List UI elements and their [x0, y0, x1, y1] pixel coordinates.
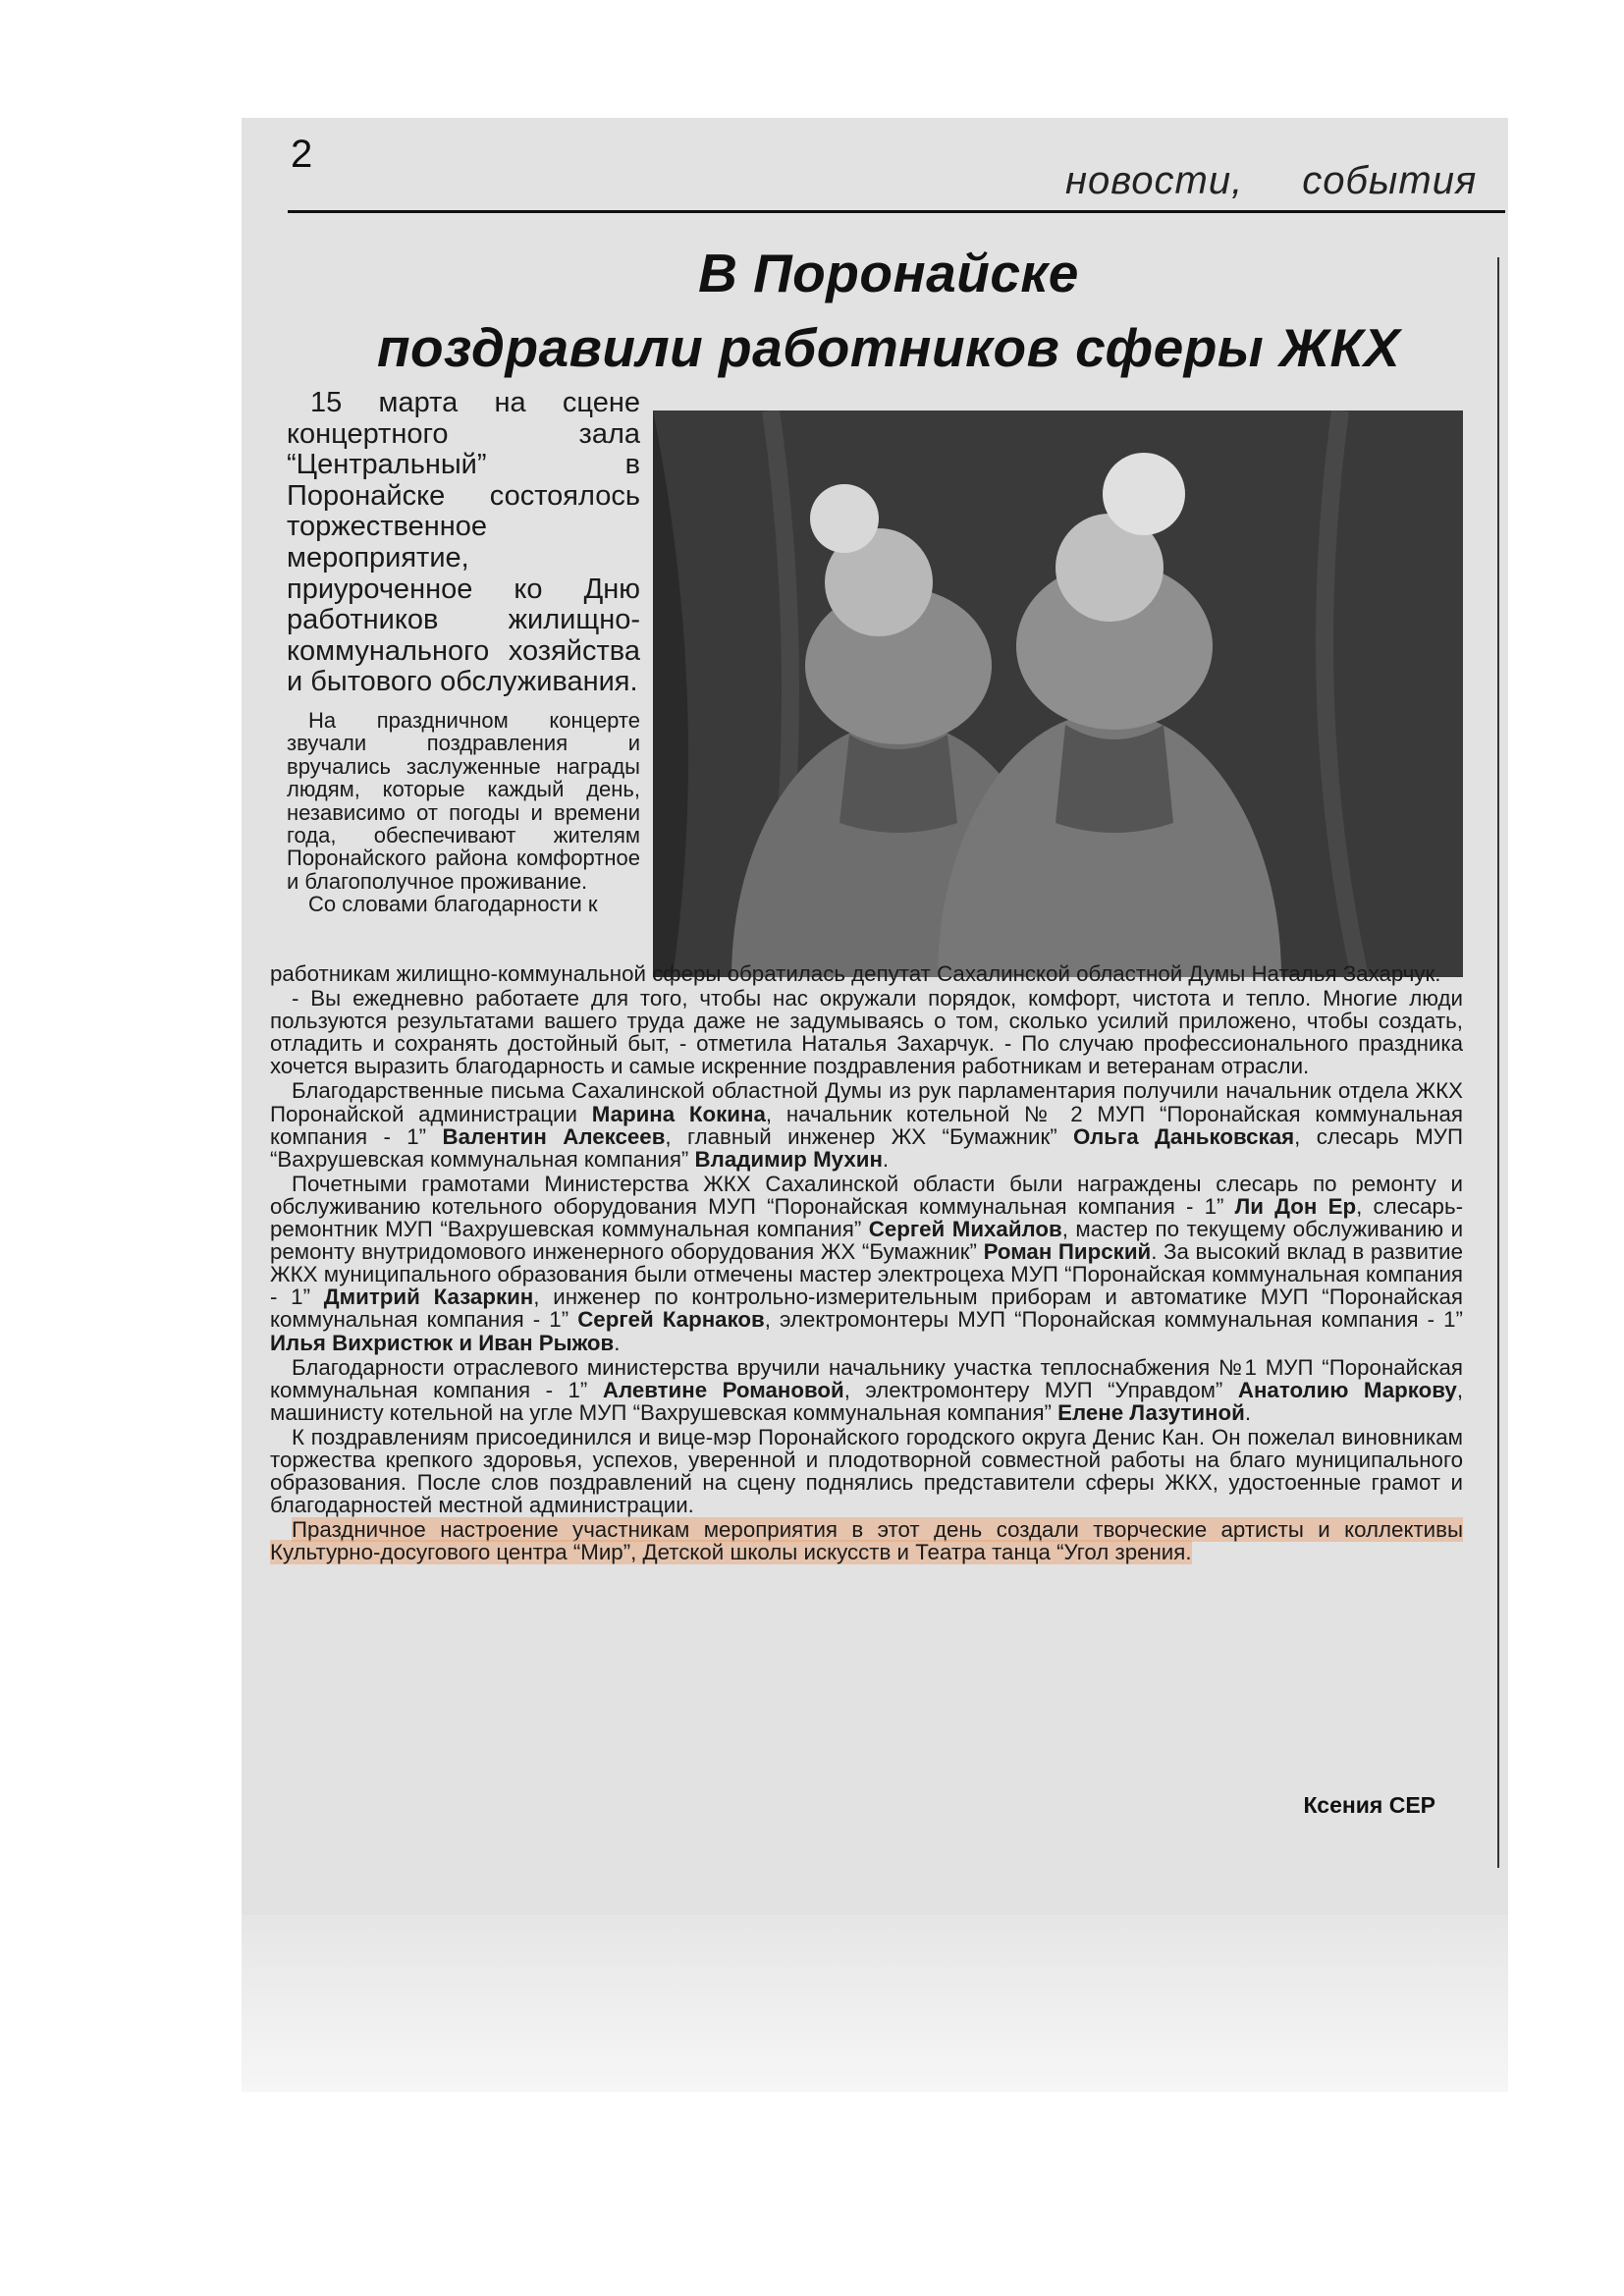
awardee-name: Елене Лазутиной — [1057, 1399, 1245, 1425]
article-lead — [287, 388, 640, 698]
awardee-name: Валентин Алексеев — [442, 1123, 666, 1149]
title-line-1: В Поронайске — [698, 243, 1079, 303]
paragraph-final — [270, 1518, 1463, 1563]
column-rule — [1497, 257, 1499, 1868]
page-shadow — [242, 1915, 1508, 2092]
awardee-name: Ольга Даньковская — [1073, 1123, 1295, 1149]
rubric-right: события — [1302, 159, 1478, 202]
paragraph-thanks-continued: работникам жилищно-коммунальной сферы обратилась депутат Сахалинской областной Думы Наталья Захарчук. — [270, 961, 1441, 986]
text: , начальник котельной № 2 МУП “Поронайская коммунальная компания - 1” — [270, 1101, 1463, 1149]
article-author: Ксения СЕР — [1303, 1792, 1435, 1818]
text: , главный инженер ЖХ “Бумажник” — [665, 1123, 1074, 1149]
article-title — [314, 236, 1463, 385]
paragraph-ministry — [270, 1173, 1463, 1354]
text: , мастер по текущему обслуживанию и ремонту внутридомового инженерного оборудования ЖХ “Бумажник” — [270, 1217, 1464, 1265]
column-paragraph-1: На праздничном концерте звучали поздравления и вручались заслуженные награды людям, которые каждый день, независимо от погоды и времени года, обеспечивают жителям Поронайского района комфортное и благополучное проживание. — [287, 708, 640, 894]
section-rubric — [1065, 159, 1477, 203]
awardee-name: Сергей Михайлов — [868, 1217, 1062, 1242]
text: Благодарности отраслевого министерства вручили начальнику участка теплоснабжения №1 МУП “Поронайская коммунальная компания - 1” — [270, 1354, 1463, 1402]
text: , электромонтеры МУП “Поронайская коммунальная компания - 1” — [764, 1307, 1463, 1333]
text: , машинисту котельной на угле МУП “Вахрушевская коммунальная компания” — [270, 1377, 1464, 1425]
article-body — [270, 962, 1463, 1565]
awardee-name: Алевтине Романовой — [602, 1377, 844, 1402]
text: . — [1244, 1399, 1252, 1425]
paragraph-gratitude — [270, 1356, 1463, 1424]
awardee-name: Владимир Мухин — [694, 1146, 883, 1172]
paragraph-quote: - Вы ежедневно работаете для того, чтобы нас окружали порядок, комфорт, чистота и тепло. Многие люди пользуются результатами вашего труда даже не задумываясь о том, сколько усилий приложено, чтобы создать, отладить и сохранять достойный быт, - отметила Наталья Захарчук. - По случаю профессионального праздника хочется выразить благодарность и самые искренние поздравления работникам и ветеранам отрасли. — [270, 986, 1463, 1079]
narrow-column — [287, 709, 640, 916]
lead-paragraph: 15 марта на сцене концертного зала “Центральный” в Поронайске состоялось торжественное мероприятие, приуроченное ко Дню работников жилищно-коммунального хозяйства и бытового обслуживания. — [287, 387, 640, 698]
text: , электромонтеру МУП “Управдом” — [843, 1377, 1238, 1402]
awardee-name: Илья Вихристюк и Иван Рыжов — [270, 1330, 615, 1355]
article-photo — [653, 410, 1463, 977]
text: . За высокий вклад в развитие ЖКХ муниципального образования были отмечены мастер электроцеха МУП “Поронайская коммунальная компания - 1” — [270, 1239, 1463, 1310]
photo-two-girls-in-costumes — [653, 410, 1463, 977]
text: Почетными грамотами Министерства ЖКХ Сахалинской области были награждены слесарь по ремонту и обслуживанию котельного оборудования МУП “Поронайская коммунальная компания - 1” — [270, 1171, 1463, 1219]
awardee-name: Анатолию Маркову — [1237, 1377, 1457, 1402]
awardee-name: Сергей Карнаков — [577, 1307, 765, 1333]
awardee-name: Марина Кокина — [591, 1101, 766, 1126]
awardee-name: Дмитрий Казаркин — [323, 1285, 534, 1310]
column-paragraph-2: Со словами благодарности к — [308, 892, 598, 917]
paragraph-letters — [270, 1079, 1463, 1170]
page-number: 2 — [291, 133, 313, 176]
text: , инженер по контрольно-измерительным приборам и автоматике МУП “Поронайская коммунальная компания - 1” — [270, 1285, 1463, 1333]
rubric-left: новости, — [1065, 159, 1244, 202]
title-line-2: поздравили работников сферы ЖКХ — [376, 317, 1401, 378]
awardee-name: Ли Дон Ер — [1234, 1193, 1357, 1219]
awardee-name: Роман Пирский — [983, 1239, 1152, 1265]
highlighted-text: Праздничное настроение участникам мероприятия в этот день создали творческие артисты и коллективы Культурно-досугового центра “Мир”, Детской школы искусств и Театра танца “Угол зрения. — [270, 1517, 1463, 1565]
header-rule — [288, 210, 1505, 213]
text: . — [882, 1146, 890, 1172]
text: Благодарственные письма Сахалинской областной Думы из рук парламентария получили начальник отдела ЖКХ Поронайской администрации — [270, 1078, 1463, 1126]
text: , слесарь-ремонтник МУП “Вахрушевская коммунальная компания” — [270, 1193, 1463, 1242]
text: , слесарь МУП “Вахрушевская коммунальная компания” — [270, 1123, 1463, 1172]
paragraph-vice-mayor: К поздравлениям присоединился и вице-мэр Поронайского городского округа Денис Кан. Он пожелал виновникам торжества крепкого здоровья, успехов, уверенной и плодотворной совместной работы на благо муниципального образования. После слов поздравлений на сцену поднялись представители сферы ЖКХ, удостоенные грамот и благодарностей местной администрации. — [270, 1424, 1463, 1518]
text: . — [614, 1330, 621, 1355]
